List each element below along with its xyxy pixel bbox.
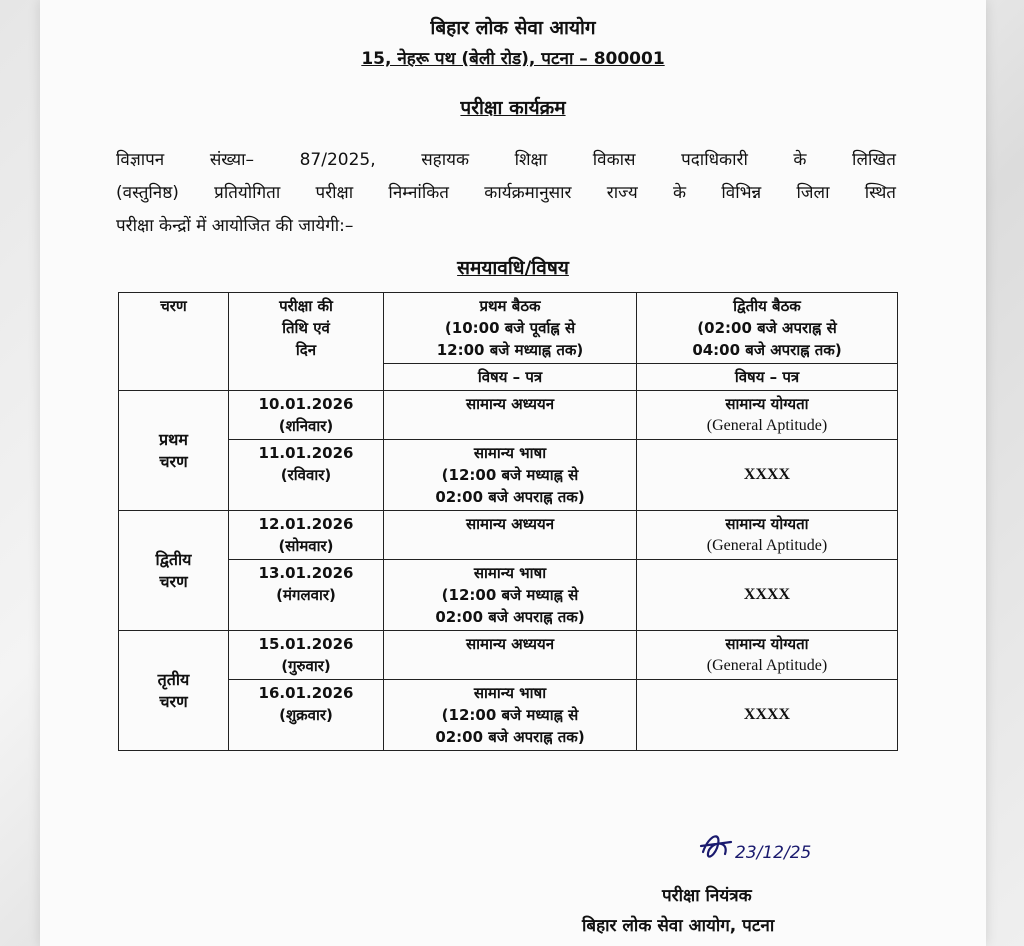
date-cell: 16.01.2026 (शुक्रवार): [229, 680, 384, 751]
footer-office: बिहार लोक सेवा आयोग, पटना: [582, 916, 775, 936]
intro-line: (वस्तुनिष्ठ) प्रतियोगिता परीक्षा निम्नांकित कार्यक्रमानुसार राज्य के विभिन्न जिला स्थित: [116, 183, 896, 203]
handwritten-signature: [695, 820, 845, 870]
schedule-table: [118, 292, 898, 751]
table-row: [119, 391, 898, 440]
first-sitting-cell: सामान्य अध्ययन: [384, 511, 637, 560]
intro-line: परीक्षा केन्द्रों में आयोजित की जायेगी:–: [116, 216, 354, 236]
signature-date: 23/12/25: [735, 843, 812, 863]
org-name: बिहार लोक सेवा आयोग: [430, 17, 596, 39]
phase-cell: द्वितीय चरण: [119, 511, 229, 631]
footer-designation: परीक्षा नियंत्रक: [662, 886, 752, 906]
table-row: [119, 511, 898, 560]
second-sitting-cell: सामान्य योग्यता (General Aptitude): [637, 391, 898, 440]
first-sitting-cell: सामान्य अध्ययन: [384, 631, 637, 680]
intro-line: विज्ञापन संख्या– 87/2025, सहायक शिक्षा विकास पदाधिकारी के लिखित: [116, 150, 896, 170]
date-cell: 11.01.2026 (रविवार): [229, 440, 384, 511]
date-cell: 13.01.2026 (मंगलवार): [229, 560, 384, 631]
first-sitting-cell: सामान्य अध्ययन: [384, 391, 637, 440]
first-sitting-cell: सामान्य भाषा (12:00 बजे मध्याह्न से 02:00 बजे अपराह्न तक): [384, 560, 637, 631]
table-row: [119, 680, 898, 751]
subject-label: विषय – पत्र: [637, 364, 898, 391]
schedule-subtitle: समयावधि/विषय: [457, 257, 569, 279]
table-row: [119, 560, 898, 631]
doc-title: परीक्षा कार्यक्रम: [460, 97, 566, 119]
date-cell: 15.01.2026 (गुरुवार): [229, 631, 384, 680]
header-date: परीक्षा की तिथि एवं दिन: [229, 293, 384, 391]
table-row: [119, 440, 898, 511]
date-cell: 10.01.2026 (शनिवार): [229, 391, 384, 440]
header-first-sitting: प्रथम बैठक (10:00 बजे पूर्वाह्न से 12:00 बजे मध्याह्न तक): [384, 293, 637, 364]
table-header-row: [119, 293, 898, 364]
header-second-sitting: द्वितीय बैठक (02:00 बजे अपराह्न से 04:00 बजे अपराह्न तक): [637, 293, 898, 364]
org-address: 15, नेहरू पथ (बेली रोड), पटना – 800001: [361, 49, 665, 69]
second-sitting-cell: XXXX: [637, 440, 898, 511]
phase-cell: तृतीय चरण: [119, 631, 229, 751]
intro-paragraph: [116, 144, 896, 243]
document-page: [40, 0, 986, 946]
date-cell: 12.01.2026 (सोमवार): [229, 511, 384, 560]
first-sitting-cell: सामान्य भाषा (12:00 बजे मध्याह्न से 02:00 बजे अपराह्न तक): [384, 680, 637, 751]
second-sitting-cell: XXXX: [637, 560, 898, 631]
first-sitting-cell: सामान्य भाषा (12:00 बजे मध्याह्न से 02:00 बजे अपराह्न तक): [384, 440, 637, 511]
second-sitting-cell: सामान्य योग्यता (General Aptitude): [637, 631, 898, 680]
header-phase: चरण: [119, 293, 229, 391]
second-sitting-cell: XXXX: [637, 680, 898, 751]
second-sitting-cell: सामान्य योग्यता (General Aptitude): [637, 511, 898, 560]
phase-cell: प्रथम चरण: [119, 391, 229, 511]
subject-label: विषय – पत्र: [384, 364, 637, 391]
table-row: [119, 631, 898, 680]
